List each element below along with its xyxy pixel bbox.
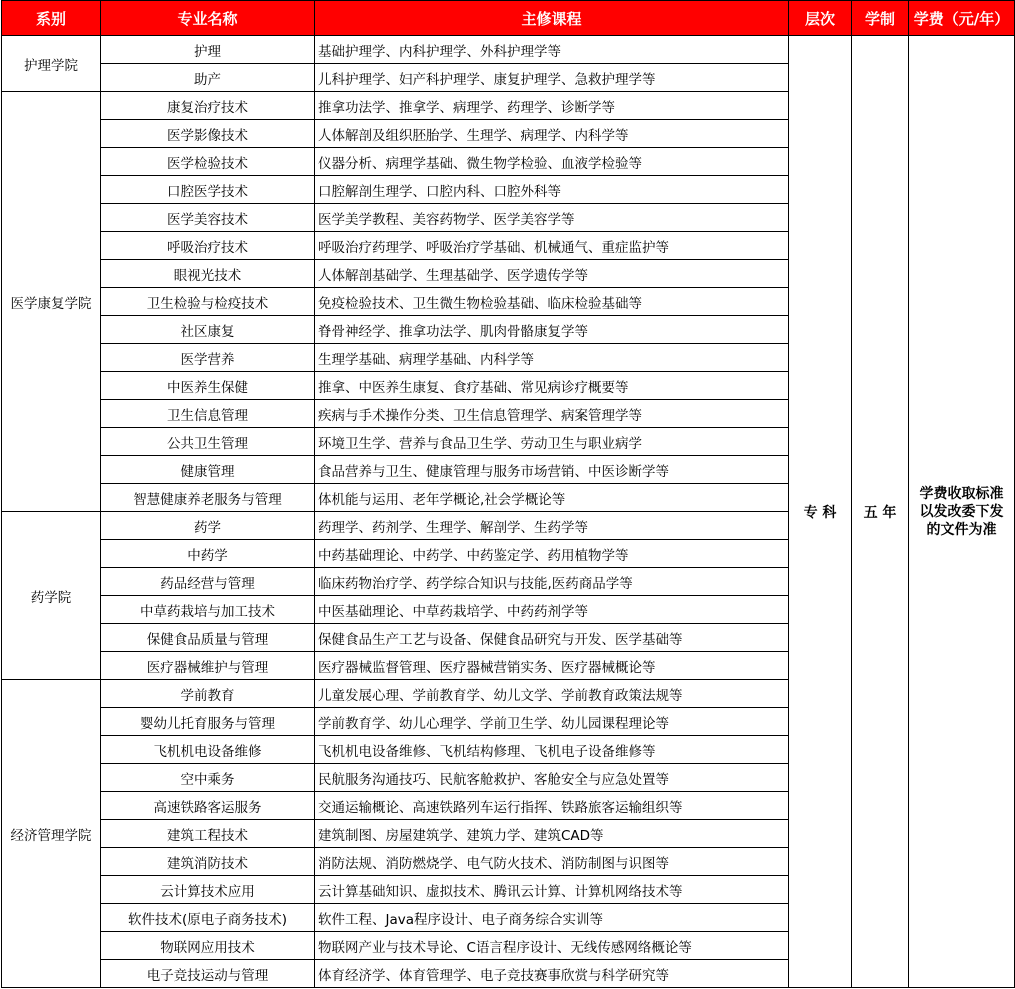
major-name-cell: 云计算技术应用	[101, 876, 315, 904]
courses-cell: 生理学基础、病理学基础、内科学等	[315, 344, 789, 372]
header-courses: 主修课程	[315, 1, 789, 36]
major-name-cell: 中草药栽培与加工技术	[101, 596, 315, 624]
courses-cell: 中医基础理论、中草药栽培学、中药药剂学等	[315, 596, 789, 624]
major-name-cell: 智慧健康养老服务与管理	[101, 484, 315, 512]
major-name-cell: 助产	[101, 64, 315, 92]
major-name-cell: 医疗器械维护与管理	[101, 652, 315, 680]
courses-cell: 临床药物治疗学、药学综合知识与技能,医药商品学等	[315, 568, 789, 596]
department-cell: 药学院	[2, 512, 101, 680]
courses-cell: 仪器分析、病理学基础、微生物学检验、血液学检验等	[315, 148, 789, 176]
courses-cell: 交通运输概论、高速铁路列车运行指挥、铁路旅客运输组织等	[315, 792, 789, 820]
department-cell: 经济管理学院	[2, 680, 101, 988]
courses-cell: 消防法规、消防燃烧学、电气防火技术、消防制图与识图等	[315, 848, 789, 876]
major-name-cell: 康复治疗技术	[101, 92, 315, 120]
major-name-cell: 社区康复	[101, 316, 315, 344]
courses-cell: 脊骨神经学、推拿功法学、肌肉骨骼康复学等	[315, 316, 789, 344]
major-name-cell: 健康管理	[101, 456, 315, 484]
courses-cell: 环境卫生学、营养与食品卫生学、劳动卫生与职业病学	[315, 428, 789, 456]
major-name-cell: 保健食品质量与管理	[101, 624, 315, 652]
table-body	[2, 36, 1015, 988]
duration-cell: 五 年	[852, 36, 909, 988]
courses-cell: 呼吸治疗药理学、呼吸治疗学基础、机械通气、重症监护等	[315, 232, 789, 260]
major-name-cell: 医学检验技术	[101, 148, 315, 176]
header-department: 系别	[2, 1, 101, 36]
courses-cell: 医学美学教程、美容药物学、医学美容学等	[315, 204, 789, 232]
major-name-cell: 药品经营与管理	[101, 568, 315, 596]
courses-cell: 疾病与手术操作分类、卫生信息管理学、病案管理学等	[315, 400, 789, 428]
courses-cell: 免疫检验技术、卫生微生物检验基础、临床检验基础等	[315, 288, 789, 316]
courses-cell: 中药基础理论、中药学、中药鉴定学、药用植物学等	[315, 540, 789, 568]
tuition-cell: 学费收取标准以发改委下发的文件为准	[909, 36, 1015, 988]
courses-cell: 体机能与运用、老年学概论,社会学概论等	[315, 484, 789, 512]
major-name-cell: 口腔医学技术	[101, 176, 315, 204]
level-cell: 专 科	[789, 36, 852, 988]
major-name-cell: 公共卫生管理	[101, 428, 315, 456]
major-name-cell: 护理	[101, 36, 315, 64]
major-name-cell: 学前教育	[101, 680, 315, 708]
major-name-cell: 建筑工程技术	[101, 820, 315, 848]
courses-cell: 基础护理学、内科护理学、外科护理学等	[315, 36, 789, 64]
major-name-cell: 建筑消防技术	[101, 848, 315, 876]
courses-cell: 食品营养与卫生、健康管理与服务市场营销、中医诊断学等	[315, 456, 789, 484]
major-name-cell: 物联网应用技术	[101, 932, 315, 960]
major-name-cell: 软件技术(原电子商务技术)	[101, 904, 315, 932]
courses-cell: 人体解剖及组织胚胎学、生理学、病理学、内科学等	[315, 120, 789, 148]
courses-cell: 建筑制图、房屋建筑学、建筑力学、建筑CAD等	[315, 820, 789, 848]
major-name-cell: 医学美容技术	[101, 204, 315, 232]
courses-cell: 软件工程、Java程序设计、电子商务综合实训等	[315, 904, 789, 932]
major-name-cell: 高速铁路客运服务	[101, 792, 315, 820]
courses-cell: 推拿、中医养生康复、食疗基础、常见病诊疗概要等	[315, 372, 789, 400]
major-name-cell: 空中乘务	[101, 764, 315, 792]
courses-cell: 云计算基础知识、虚拟技术、腾讯云计算、计算机网络技术等	[315, 876, 789, 904]
courses-cell: 学前教育学、幼儿心理学、学前卫生学、幼儿园课程理论等	[315, 708, 789, 736]
major-name-cell: 卫生信息管理	[101, 400, 315, 428]
courses-cell: 儿科护理学、妇产科护理学、康复护理学、急救护理学等	[315, 64, 789, 92]
courses-cell: 人体解剖基础学、生理基础学、医学遗传学等	[315, 260, 789, 288]
table-row	[2, 36, 1015, 64]
courses-cell: 物联网产业与技术导论、C语言程序设计、无线传感网络概论等	[315, 932, 789, 960]
header-duration: 学制	[852, 1, 909, 36]
courses-cell: 保健食品生产工艺与设备、保健食品研究与开发、医学基础等	[315, 624, 789, 652]
major-name-cell: 呼吸治疗技术	[101, 232, 315, 260]
courses-cell: 民航服务沟通技巧、民航客舱救护、客舱安全与应急处置等	[315, 764, 789, 792]
major-name-cell: 中医养生保健	[101, 372, 315, 400]
courses-cell: 推拿功法学、推拿学、病理学、药理学、诊断学等	[315, 92, 789, 120]
major-name-cell: 医学营养	[101, 344, 315, 372]
header-level: 层次	[789, 1, 852, 36]
header-row	[2, 1, 1015, 36]
major-name-cell: 卫生检验与检疫技术	[101, 288, 315, 316]
courses-cell: 药理学、药剂学、生理学、解剖学、生药学等	[315, 512, 789, 540]
header-major: 专业名称	[101, 1, 315, 36]
major-name-cell: 婴幼儿托育服务与管理	[101, 708, 315, 736]
courses-cell: 体育经济学、体育管理学、电子竞技赛事欣赏与科学研究等	[315, 960, 789, 988]
major-name-cell: 飞机机电设备维修	[101, 736, 315, 764]
major-name-cell: 电子竞技运动与管理	[101, 960, 315, 988]
major-name-cell: 中药学	[101, 540, 315, 568]
header-tuition: 学费（元/年）	[909, 1, 1015, 36]
major-name-cell: 药学	[101, 512, 315, 540]
department-cell: 医学康复学院	[2, 92, 101, 512]
courses-cell: 儿童发展心理、学前教育学、幼儿文学、学前教育政策法规等	[315, 680, 789, 708]
courses-cell: 口腔解剖生理学、口腔内科、口腔外科等	[315, 176, 789, 204]
courses-cell: 医疗器械监督管理、医疗器械营销实务、医疗器械概论等	[315, 652, 789, 680]
major-name-cell: 医学影像技术	[101, 120, 315, 148]
department-cell: 护理学院	[2, 36, 101, 92]
major-name-cell: 眼视光技术	[101, 260, 315, 288]
courses-cell: 飞机机电设备维修、飞机结构修理、飞机电子设备维修等	[315, 736, 789, 764]
majors-table	[1, 0, 1015, 988]
